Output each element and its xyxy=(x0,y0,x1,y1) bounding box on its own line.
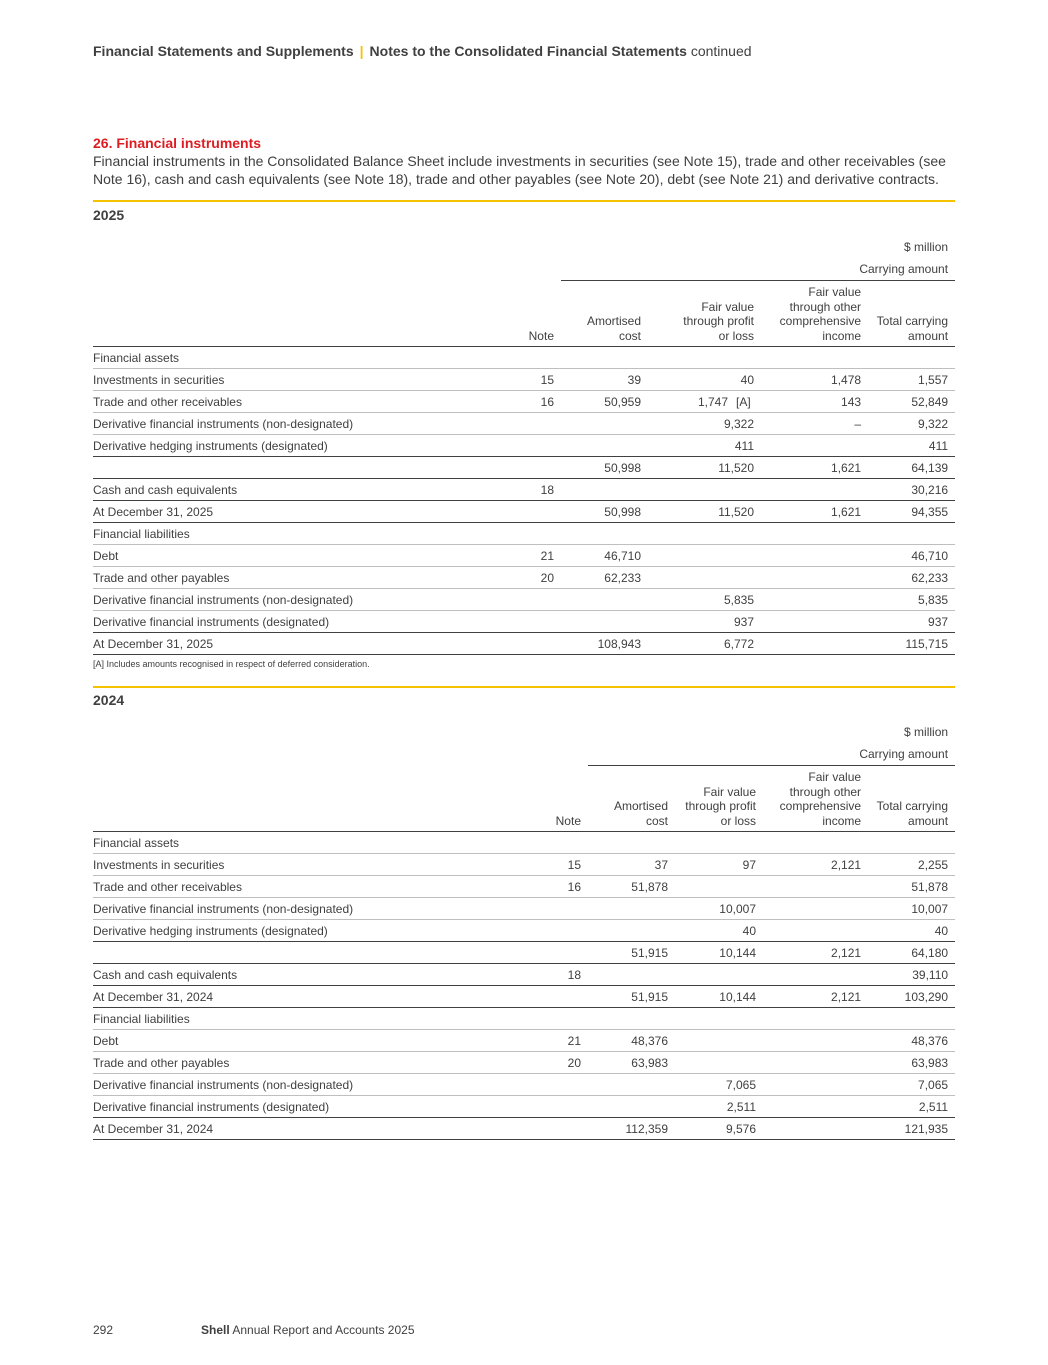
note-ref xyxy=(493,501,561,523)
fvpl-cell xyxy=(648,611,761,633)
row-label: Trade and other payables xyxy=(93,1052,493,1074)
spacer-cell xyxy=(93,258,561,281)
table-row xyxy=(93,1096,955,1118)
row-label: At December 31, 2025 xyxy=(93,501,493,523)
note-ref xyxy=(493,1118,588,1140)
fvoci-value: 1,621 xyxy=(761,457,868,479)
column-header-line: cost xyxy=(618,328,641,343)
running-header xyxy=(93,43,752,59)
note-ref xyxy=(493,589,561,611)
row-label: Trade and other receivables xyxy=(93,391,493,413)
amortised-cost-value: 50,998 xyxy=(561,457,648,479)
amortised-cost-value xyxy=(588,1096,675,1118)
table-row xyxy=(93,523,955,545)
amortised-cost-value xyxy=(561,347,648,369)
table-row xyxy=(93,369,955,391)
fvpl-cell xyxy=(648,435,761,457)
total-carrying-value: 10,007 xyxy=(868,898,955,920)
total-carrying-value: 1,557 xyxy=(868,369,955,391)
row-label: Derivative financial instruments (non-designated) xyxy=(93,898,493,920)
column-header-line: Total carrying xyxy=(876,314,949,328)
amortised-cost-value: 46,710 xyxy=(561,545,648,567)
row-label: Investments in securities xyxy=(93,854,493,876)
note-ref: 20 xyxy=(493,1052,588,1074)
year-divider-2025 xyxy=(93,200,955,202)
amortised-cost-value xyxy=(588,1008,675,1030)
fvoci-value xyxy=(763,1030,868,1052)
total-carrying-value: 411 xyxy=(868,435,955,457)
total-carrying-value: 115,715 xyxy=(868,633,955,655)
note-ref: 20 xyxy=(493,567,561,589)
total-carrying-value xyxy=(868,347,955,369)
fvoci-value xyxy=(763,1052,868,1074)
total-carrying-value: 64,139 xyxy=(868,457,955,479)
total-carrying-value: 94,355 xyxy=(868,501,955,523)
row-label: Derivative financial instruments (non-designated) xyxy=(93,1074,493,1096)
column-header-amortised xyxy=(561,281,648,347)
fvpl-value: 6,772 xyxy=(723,636,754,651)
fvpl-cell xyxy=(648,457,761,479)
table-row xyxy=(93,391,955,413)
fvoci-value xyxy=(763,832,868,854)
row-label: Derivative financial instruments (non-designated) xyxy=(93,589,493,611)
fvpl-value: 9,576 xyxy=(725,1121,756,1136)
column-header-fvpl xyxy=(675,766,763,832)
amortised-cost-value xyxy=(588,832,675,854)
column-header-line: or loss xyxy=(720,813,756,828)
unit-label: $ million xyxy=(904,725,949,739)
column-header-line: or loss xyxy=(718,328,754,343)
total-carrying-value: 64,180 xyxy=(868,942,955,964)
fvoci-value xyxy=(761,567,868,589)
note-ref xyxy=(493,523,561,545)
footer-brand: Shell xyxy=(201,1323,230,1337)
fvpl-value: 10,144 xyxy=(719,945,756,960)
row-label: Financial liabilities xyxy=(93,523,493,545)
row-label xyxy=(93,457,493,479)
header-section: Financial Statements and Supplements xyxy=(93,43,354,59)
row-label: At December 31, 2024 xyxy=(93,986,493,1008)
note-ref xyxy=(493,413,561,435)
fvpl-cell xyxy=(675,1074,763,1096)
note-intro: Financial instruments in the Consolidated Balance Sheet include investments in securities (see Note 15), trade and other receivables (see Note 16), cash and cash equivalents (see Note 18), trade and other payables (see Note 20), debt (see Note 21) and derivative contracts. xyxy=(93,153,946,187)
column-header-fvoci xyxy=(763,766,868,832)
row-label: At December 31, 2024 xyxy=(93,1118,493,1140)
amortised-cost-value: 112,359 xyxy=(588,1118,675,1140)
note-column-header: Note xyxy=(493,766,588,832)
amortised-cost-value xyxy=(561,523,648,545)
fvpl-value: 9,322 xyxy=(723,416,754,431)
fvpl-cell xyxy=(675,942,763,964)
row-label: Cash and cash equivalents xyxy=(93,964,493,986)
row-label: Financial liabilities xyxy=(93,1008,493,1030)
header-continued: continued xyxy=(690,43,752,59)
column-header-line: Fair value xyxy=(703,784,756,799)
table-row xyxy=(93,832,955,854)
fvpl-value: 10,007 xyxy=(719,901,756,916)
table-row xyxy=(93,1008,955,1030)
row-label: Trade and other receivables xyxy=(93,876,493,898)
fvpl-cell xyxy=(648,347,761,369)
fvoci-value: 143 xyxy=(761,391,868,413)
fvoci-value xyxy=(763,920,868,942)
column-header-line: cost xyxy=(645,813,668,828)
note-ref xyxy=(493,611,561,633)
financial-instruments-table-2024 xyxy=(93,721,955,1140)
amortised-cost-value: 62,233 xyxy=(561,567,648,589)
total-carrying-value: 40 xyxy=(868,920,955,942)
amortised-cost-value: 50,998 xyxy=(561,501,648,523)
total-carrying-value: 46,710 xyxy=(868,545,955,567)
fvoci-value xyxy=(761,479,868,501)
amortised-cost-value xyxy=(561,435,648,457)
fvpl-value: 40 xyxy=(740,372,754,387)
fvoci-value xyxy=(761,611,868,633)
note-ref: 18 xyxy=(493,479,561,501)
fvpl-cell xyxy=(675,898,763,920)
column-header-line: through other xyxy=(789,784,862,799)
fvoci-value xyxy=(761,523,868,545)
note-ref: 16 xyxy=(493,391,561,413)
total-carrying-value xyxy=(868,832,955,854)
spacer-cell xyxy=(93,743,588,766)
table-row xyxy=(93,942,955,964)
row-label: Derivative financial instruments (designated) xyxy=(93,611,493,633)
fvoci-value xyxy=(761,435,868,457)
table-row xyxy=(93,413,955,435)
column-header-total xyxy=(868,281,955,347)
table-row xyxy=(93,876,955,898)
fvpl-cell xyxy=(675,832,763,854)
column-header-line: through other xyxy=(789,299,862,314)
label-column-header xyxy=(93,766,493,832)
total-carrying-value: 30,216 xyxy=(868,479,955,501)
column-header-amortised xyxy=(588,766,675,832)
total-carrying-value: 7,065 xyxy=(868,1074,955,1096)
row-label: At December 31, 2025 xyxy=(93,633,493,655)
fvpl-cell xyxy=(675,854,763,876)
column-header-line: through profit xyxy=(685,799,756,813)
amortised-cost-value xyxy=(588,920,675,942)
column-header-line: comprehensive xyxy=(779,314,862,328)
row-label: Debt xyxy=(93,1030,493,1052)
total-carrying-value xyxy=(868,1008,955,1030)
total-carrying-value: 39,110 xyxy=(868,964,955,986)
fvpl-value: 937 xyxy=(733,614,754,629)
row-label: Debt xyxy=(93,545,493,567)
fvpl-cell xyxy=(675,1008,763,1030)
spacer-cell xyxy=(93,236,868,258)
column-header-fvoci xyxy=(761,281,868,347)
amortised-cost-value xyxy=(561,611,648,633)
fvoci-value: 2,121 xyxy=(763,942,868,964)
fvoci-value xyxy=(763,964,868,986)
table-2025-container xyxy=(93,236,955,655)
table-row xyxy=(93,1118,955,1140)
column-header-line: Fair value xyxy=(808,770,862,784)
fvoci-value: – xyxy=(761,413,868,435)
table-row xyxy=(93,1030,955,1052)
fvpl-value: 97 xyxy=(742,857,756,872)
carrying-amount-row xyxy=(93,743,955,766)
amortised-cost-value xyxy=(561,589,648,611)
fvpl-cell xyxy=(675,964,763,986)
table-row xyxy=(93,920,955,942)
fvpl-value: 40 xyxy=(742,923,756,938)
row-label: Trade and other payables xyxy=(93,567,493,589)
table-2024-container xyxy=(93,721,955,1140)
fvpl-cell xyxy=(675,986,763,1008)
total-carrying-value: 2,511 xyxy=(868,1096,955,1118)
total-carrying-value: 9,322 xyxy=(868,413,955,435)
column-header-line: amount xyxy=(908,328,949,343)
fvpl-value: 7,065 xyxy=(725,1077,756,1092)
fvpl-cell xyxy=(675,1052,763,1074)
note-ref xyxy=(493,986,588,1008)
fvoci-value xyxy=(763,876,868,898)
table-row xyxy=(93,898,955,920)
fvpl-value: 1,747 xyxy=(697,394,728,409)
column-header-line: income xyxy=(822,328,862,343)
column-header-row xyxy=(93,766,955,832)
table-row xyxy=(93,545,955,567)
column-header-line: income xyxy=(822,813,862,828)
column-header-line: through profit xyxy=(683,314,754,328)
fvoci-value: 2,121 xyxy=(763,986,868,1008)
note-ref: 18 xyxy=(493,964,588,986)
amortised-cost-value: 37 xyxy=(588,854,675,876)
table-row xyxy=(93,986,955,1008)
carrying-amount-header: Carrying amount xyxy=(588,743,955,766)
total-carrying-value: 5,835 xyxy=(868,589,955,611)
fvoci-value xyxy=(761,347,868,369)
column-header-line: Amortised xyxy=(586,314,641,328)
page-number: 292 xyxy=(93,1323,114,1337)
table-row xyxy=(93,633,955,655)
table-row xyxy=(93,854,955,876)
note-ref: 16 xyxy=(493,876,588,898)
amortised-cost-value: 39 xyxy=(561,369,648,391)
fvpl-cell xyxy=(648,369,761,391)
fvpl-value: 10,144 xyxy=(719,989,756,1004)
fvoci-value xyxy=(761,589,868,611)
table-row xyxy=(93,567,955,589)
note-ref xyxy=(493,898,588,920)
row-label xyxy=(93,942,493,964)
amortised-cost-value xyxy=(561,413,648,435)
total-carrying-value: 48,376 xyxy=(868,1030,955,1052)
footnote-marker: [A] xyxy=(736,394,751,409)
table-row xyxy=(93,457,955,479)
amortised-cost-value: 51,878 xyxy=(588,876,675,898)
total-carrying-value: 121,935 xyxy=(868,1118,955,1140)
note-ref xyxy=(493,633,561,655)
column-header-line: amount xyxy=(908,813,949,828)
total-carrying-value: 51,878 xyxy=(868,876,955,898)
table-row xyxy=(93,1052,955,1074)
column-header-total xyxy=(868,766,955,832)
row-label: Derivative hedging instruments (designated) xyxy=(93,435,493,457)
column-header-line: Fair value xyxy=(701,299,754,314)
row-label: Financial assets xyxy=(93,347,493,369)
fvpl-value: 411 xyxy=(734,438,754,453)
fvoci-value xyxy=(763,1074,868,1096)
fvpl-cell xyxy=(648,501,761,523)
fvpl-cell xyxy=(648,523,761,545)
table-row xyxy=(93,589,955,611)
page-footer xyxy=(93,1323,415,1337)
row-label: Derivative hedging instruments (designated) xyxy=(93,920,493,942)
carrying-amount-row xyxy=(93,258,955,281)
fvoci-value: 1,478 xyxy=(761,369,868,391)
table-row xyxy=(93,479,955,501)
amortised-cost-value: 50,959 xyxy=(561,391,648,413)
fvpl-cell xyxy=(675,1030,763,1052)
label-column-header xyxy=(93,281,493,347)
note-ref xyxy=(493,832,588,854)
total-carrying-value: 103,290 xyxy=(868,986,955,1008)
amortised-cost-value xyxy=(588,898,675,920)
fvoci-value: 1,621 xyxy=(761,501,868,523)
fvpl-cell xyxy=(675,920,763,942)
fvpl-cell xyxy=(675,1096,763,1118)
table-row xyxy=(93,1074,955,1096)
amortised-cost-value xyxy=(588,1074,675,1096)
fvpl-cell xyxy=(648,545,761,567)
financial-instruments-table-2025 xyxy=(93,236,955,655)
fvpl-value: 5,835 xyxy=(723,592,754,607)
table-row xyxy=(93,435,955,457)
fvoci-value xyxy=(761,545,868,567)
note-ref xyxy=(493,920,588,942)
carrying-amount-header: Carrying amount xyxy=(561,258,955,281)
amortised-cost-value: 51,915 xyxy=(588,986,675,1008)
fvpl-cell xyxy=(648,589,761,611)
note-ref xyxy=(493,457,561,479)
fvpl-cell xyxy=(675,1118,763,1140)
note-ref: 21 xyxy=(493,1030,588,1052)
amortised-cost-value xyxy=(561,479,648,501)
fvpl-cell xyxy=(648,567,761,589)
note-ref xyxy=(493,435,561,457)
fvpl-cell xyxy=(675,876,763,898)
fvoci-value xyxy=(763,1008,868,1030)
table-row xyxy=(93,501,955,523)
fvpl-cell xyxy=(648,391,761,413)
column-header-line: Fair value xyxy=(808,285,862,299)
note-ref: 15 xyxy=(493,369,561,391)
fvoci-value xyxy=(763,1096,868,1118)
row-label: Financial assets xyxy=(93,832,493,854)
column-header-line: comprehensive xyxy=(779,799,862,813)
amortised-cost-value: 48,376 xyxy=(588,1030,675,1052)
footnote-2025: [A] Includes amounts recognised in respect of deferred consideration. xyxy=(93,659,370,669)
year-divider-2024 xyxy=(93,686,955,688)
amortised-cost-value xyxy=(588,964,675,986)
spacer-cell xyxy=(93,721,868,743)
total-carrying-value: 937 xyxy=(868,611,955,633)
note-ref xyxy=(493,1096,588,1118)
row-label: Derivative financial instruments (non-designated) xyxy=(93,413,493,435)
note-title: 26. Financial instruments xyxy=(93,135,262,151)
note-ref xyxy=(493,347,561,369)
fvpl-cell xyxy=(648,479,761,501)
column-header-row xyxy=(93,281,955,347)
footer-publication: Annual Report and Accounts 2025 xyxy=(232,1323,415,1337)
column-header-line: Amortised xyxy=(613,799,668,813)
unit-row xyxy=(93,236,955,258)
unit-row xyxy=(93,721,955,743)
table-row xyxy=(93,347,955,369)
total-carrying-value: 2,255 xyxy=(868,854,955,876)
year-heading-2024: 2024 xyxy=(93,692,125,708)
column-header-line: Total carrying xyxy=(876,799,949,813)
note-ref: 21 xyxy=(493,545,561,567)
header-separator: | xyxy=(359,43,364,59)
fvpl-cell xyxy=(648,413,761,435)
total-carrying-value xyxy=(868,523,955,545)
amortised-cost-value: 108,943 xyxy=(561,633,648,655)
total-carrying-value: 52,849 xyxy=(868,391,955,413)
note-ref: 15 xyxy=(493,854,588,876)
fvpl-value: 2,511 xyxy=(726,1099,756,1114)
table-row xyxy=(93,964,955,986)
fvpl-value: 11,520 xyxy=(718,460,754,475)
fvoci-value: 2,121 xyxy=(763,854,868,876)
note-ref xyxy=(493,1008,588,1030)
fvoci-value xyxy=(761,633,868,655)
fvoci-value xyxy=(763,898,868,920)
fvpl-value: 11,520 xyxy=(718,504,754,519)
row-label: Cash and cash equivalents xyxy=(93,479,493,501)
total-carrying-value: 63,983 xyxy=(868,1052,955,1074)
note-ref xyxy=(493,1074,588,1096)
table-row xyxy=(93,611,955,633)
row-label: Derivative financial instruments (designated) xyxy=(93,1096,493,1118)
column-header-fvpl xyxy=(648,281,761,347)
note-ref xyxy=(493,942,588,964)
total-carrying-value: 62,233 xyxy=(868,567,955,589)
unit-label: $ million xyxy=(904,240,949,254)
row-label: Investments in securities xyxy=(93,369,493,391)
header-subsection: Notes to the Consolidated Financial Statements xyxy=(369,43,687,59)
note-column-header: Note xyxy=(493,281,561,347)
year-heading-2025: 2025 xyxy=(93,207,125,223)
fvoci-value xyxy=(763,1118,868,1140)
amortised-cost-value: 63,983 xyxy=(588,1052,675,1074)
amortised-cost-value: 51,915 xyxy=(588,942,675,964)
fvpl-cell xyxy=(648,633,761,655)
